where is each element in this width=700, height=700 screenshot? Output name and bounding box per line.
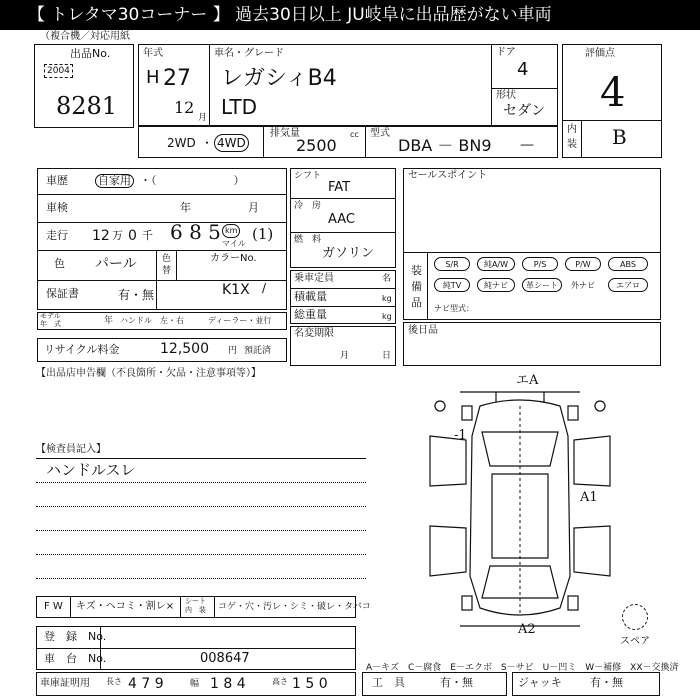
grade: LTD <box>221 95 258 119</box>
inspector-label: 【検査員記入】 <box>36 444 106 455</box>
displacement: 2500 <box>296 136 337 155</box>
tools-label: 工 具 <box>372 676 405 689</box>
color-no: K1X <box>222 282 250 298</box>
option-genuine-aw: 純A/W <box>477 257 515 271</box>
chassis-label: 車 台 No. <box>44 652 107 665</box>
inspection-label: 車検 <box>46 201 68 214</box>
ac: AAC <box>328 212 355 227</box>
color-change-label-2: 替 <box>162 266 172 276</box>
color: パール <box>95 256 137 272</box>
car-diagram <box>400 376 640 638</box>
body-label: 形状 <box>496 90 516 101</box>
width-label: 幅 <box>190 679 200 689</box>
interior-label-2: 装 <box>567 139 577 150</box>
doors: 4 <box>517 59 529 80</box>
type: DBA － BN9 <box>398 136 492 155</box>
fw-damage: キズ・ヘコミ・割レ× <box>76 601 175 612</box>
shift: FAT <box>328 180 351 195</box>
lot-number: 8281 <box>56 92 118 120</box>
option-power-windows: P/W <box>565 257 601 271</box>
gross-unit: kg <box>382 312 392 321</box>
drive-2wd: 2WD <box>167 136 196 150</box>
mileage-hand: 6 8 5 <box>170 220 221 244</box>
option-aftermarket-nav: 外ナビ <box>571 281 595 290</box>
cert-label: 車庫証明用 <box>40 678 90 689</box>
year: 27 <box>163 66 191 91</box>
diagram-note-bottom: A2 <box>518 622 536 637</box>
remarks-label: 【出品店申告欄（不良箇所・欠品・注意事項等）】 <box>36 368 261 379</box>
dealer-label: ディーラー・並行 <box>208 316 272 325</box>
width-value: 1 8 4 <box>210 676 246 692</box>
model-year-label-2: 年 式 <box>40 320 61 328</box>
sales-box <box>403 168 661 320</box>
inspection-month-unit: 月 <box>248 201 259 214</box>
name-change-day: 日 <box>382 351 392 361</box>
model: レガシィB4 <box>221 66 337 91</box>
length-value: 4 7 9 <box>128 676 164 692</box>
history-suffix: ・（ ） <box>140 174 245 187</box>
mileage-man: 12 <box>92 228 110 244</box>
drive-sep: ・ <box>201 136 214 150</box>
spare-label: スペア <box>620 636 650 647</box>
mileage-label: 走行 <box>46 229 68 242</box>
recycle-note: 預託済 <box>244 346 272 356</box>
seat-damage: コゲ・穴・汚レ・シミ・破レ・タバコ <box>218 602 371 612</box>
height-value: 1 5 0 <box>292 676 328 692</box>
inspection-year-unit: 年 <box>180 201 191 214</box>
month-unit: 月 <box>198 113 208 123</box>
recycle-label: リサイクル料金 <box>44 343 120 356</box>
spare-tire-icon <box>622 604 648 630</box>
length-label: 長さ <box>106 677 122 686</box>
reg-label: 登 録 No. <box>44 630 107 643</box>
name-label: 車名・グレード <box>214 48 284 59</box>
option-power-steering: P/S <box>522 257 558 271</box>
color-change-label-1: 色 <box>162 254 172 264</box>
color-no-label: カラーNo. <box>210 253 257 264</box>
seat-label-2: 内 装 <box>185 606 206 614</box>
warranty-label: 保証書 <box>46 287 79 300</box>
man-unit: 万 <box>112 229 123 242</box>
history-value: 自家用 <box>95 174 134 188</box>
load-unit: kg <box>382 294 392 303</box>
drive-4wd: 4WD <box>214 134 249 152</box>
later-box <box>403 322 661 366</box>
name-change-month: 月 <box>340 351 350 361</box>
diagram-note-right: A1 <box>580 490 598 505</box>
lot-label: 出品No. <box>70 47 111 60</box>
height-label: 高さ <box>272 677 288 686</box>
model-year-label-1: モデル <box>40 312 61 320</box>
diagram-note-top: エA <box>516 373 539 388</box>
damage-legend: A－キズ C－腐食 E－エクボ S－サビ U－凹ミ W－補修 XX－交換済 <box>366 663 679 673</box>
capacity-label: 乗車定員 <box>294 273 334 284</box>
option-aero: エアロ <box>608 278 648 292</box>
history-label: 車歴 <box>46 174 68 187</box>
recycle-value: 12,500 <box>160 341 209 357</box>
jack-value: 有・無 <box>590 676 623 689</box>
seat-label-1: シート <box>185 597 206 605</box>
equip-label-3: 品 <box>411 296 422 309</box>
year-label: 年式 <box>143 48 163 59</box>
mile-unit: マイル <box>222 239 246 248</box>
equip-label-1: 装 <box>411 264 422 277</box>
mileage-note: (1) <box>252 225 274 243</box>
option-genuine-nav: 純ナビ <box>477 278 515 292</box>
option-leather-seats: 革シート <box>522 278 562 292</box>
score-value: 4 <box>600 70 626 116</box>
type-mark: — <box>520 137 534 153</box>
handle-label: ハンドル 左・右 <box>120 316 184 325</box>
score-label: 評価点 <box>585 48 615 59</box>
equip-label-2: 備 <box>411 280 422 293</box>
color-label: 色 <box>54 257 65 270</box>
body: セダン <box>503 103 546 119</box>
fuel-label: 燃 料 <box>294 235 322 245</box>
interior-value: B <box>612 125 627 149</box>
lot-year-stamp: 2004 <box>44 64 73 78</box>
jack-label: ジャッキ <box>518 676 562 689</box>
displacement-unit: cc <box>350 130 359 139</box>
recycle-unit: 円 <box>228 346 238 356</box>
km-unit: km <box>222 224 240 238</box>
subheader: （複合機／対応用紙 <box>40 31 130 42</box>
sen-unit: 千 <box>142 229 153 242</box>
sales-label: セールスポイント <box>408 170 488 181</box>
load-label: 積載量 <box>294 290 327 303</box>
chassis-number: 008647 <box>200 651 250 666</box>
fuel: ガソリン <box>322 246 375 261</box>
tools-value: 有・無 <box>440 676 473 689</box>
month: 12 <box>174 98 195 117</box>
type-label: 型式 <box>370 128 390 139</box>
banner: 【 トレタマ30コーナー 】 過去30日以上 JU岐阜に出品歴がない車両 <box>0 0 700 30</box>
option-genuine-tv: 純TV <box>434 278 470 292</box>
gross-label: 総重量 <box>294 308 327 321</box>
name-change-label: 名変期限 <box>294 328 334 339</box>
option-abs: ABS <box>608 257 648 271</box>
era: H <box>146 67 160 88</box>
diagram-note-left: -1 <box>454 428 467 443</box>
shift-label: シフト <box>294 171 322 181</box>
displacement-label: 排気量 <box>270 128 300 139</box>
doors-label: ドア <box>496 47 516 58</box>
interior-label-1: 内 <box>567 124 577 135</box>
ac-label: 冷 房 <box>294 201 322 211</box>
inspector-note: ハンドルスレ <box>46 461 136 479</box>
capacity-unit: 名 <box>382 274 392 284</box>
warranty-value: 有・無 <box>118 288 155 302</box>
later-label: 後日品 <box>408 325 438 336</box>
model-year-year: 年 <box>104 316 114 326</box>
option-sunroof: S/R <box>434 257 470 271</box>
mileage-zero: 0 <box>128 228 137 244</box>
fw-label: F W <box>44 601 63 612</box>
nav-type-label: ナビ型式： <box>434 304 474 313</box>
